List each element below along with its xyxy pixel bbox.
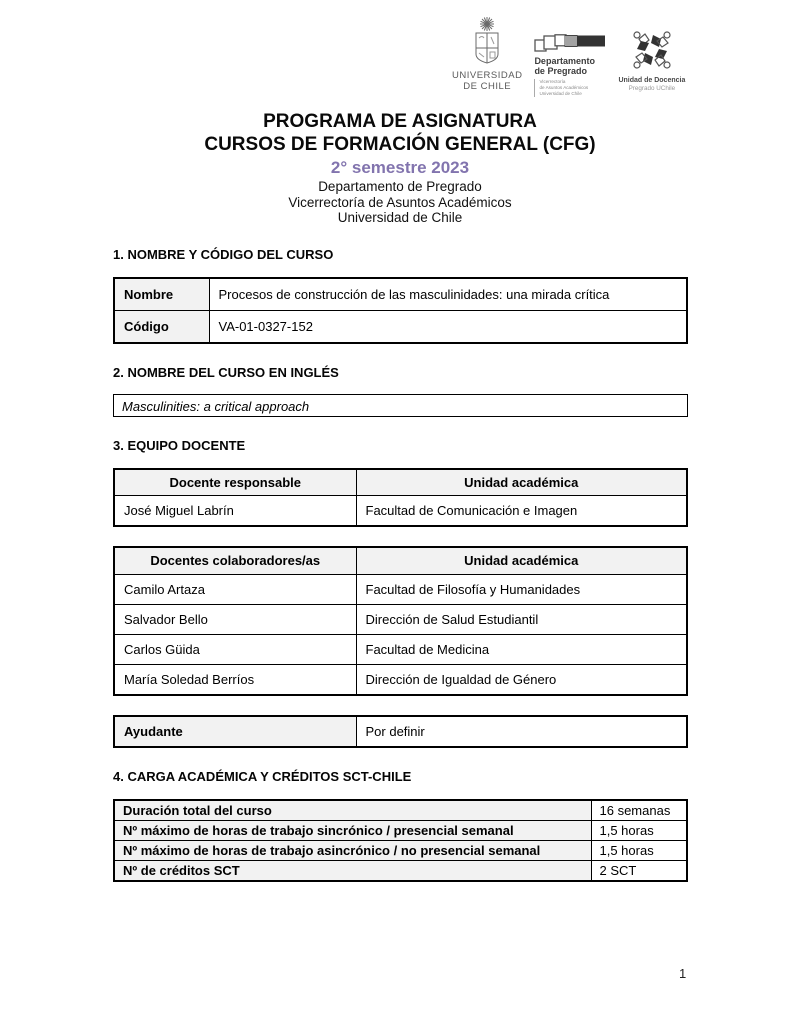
pregrado-logo-sub1: Vicerrectoría	[539, 79, 566, 84]
horas-asincronico-value-cell: 1,5 horas	[591, 840, 687, 860]
horas-sincronico-label-cell: Nº máximo de horas de trabajo sincrónico / presencial semanal	[114, 820, 591, 840]
colaboradores-col1-header: Docentes colaboradores/as	[114, 547, 356, 574]
nombre-label-cell: Nombre	[114, 278, 209, 311]
section-3-heading: 3. EQUIPO DOCENTE	[113, 437, 246, 453]
table-header-row	[114, 469, 687, 496]
uchile-logo-line1: UNIVERSIDAD	[452, 70, 523, 81]
table-row	[114, 634, 687, 664]
colaboradores-col2-header: Unidad académica	[356, 547, 687, 574]
ayudante-value-cell: Por definir	[356, 716, 687, 747]
colaborador-name-cell: Salvador Bello	[114, 604, 356, 634]
horas-sincronico-value-cell: 1,5 horas	[591, 820, 687, 840]
table-row	[114, 860, 687, 881]
section-2-heading: 2. NOMBRE DEL CURSO EN INGLÉS	[113, 364, 339, 380]
course-name-code-table	[113, 277, 688, 344]
table-row	[114, 496, 687, 527]
duracion-value-cell: 16 semanas	[591, 800, 687, 821]
document-content	[113, 247, 688, 882]
pregrado-logo-title1: Departamento	[534, 56, 595, 66]
section-1-heading: 1. NOMBRE Y CÓDIGO DEL CURSO	[113, 246, 334, 262]
colaborador-name-cell: María Soledad Berríos	[114, 664, 356, 695]
table-row	[114, 800, 687, 821]
title-sub3: Universidad de Chile	[337, 210, 463, 225]
document-title-line2: CURSOS DE FORMACIÓN GENERAL (CFG)	[204, 134, 596, 155]
table-row	[114, 716, 687, 747]
pregrado-logo-title2: de Pregrado	[534, 66, 587, 76]
table-row	[114, 840, 687, 860]
section-4-heading: 4. CARGA ACADÉMICA Y CRÉDITOS SCT-CHILE	[113, 768, 412, 784]
table-row	[114, 310, 687, 343]
uchile-crest-icon	[465, 16, 509, 68]
table-row	[114, 278, 687, 311]
colaborador-name-cell: Camilo Artaza	[114, 574, 356, 604]
table-row	[114, 604, 687, 634]
table-header-row	[114, 547, 687, 574]
docente-responsable-table	[113, 468, 688, 528]
colaborador-unit-cell: Dirección de Salud Estudiantil	[356, 604, 687, 634]
codigo-label-cell: Código	[114, 310, 209, 343]
pregrado-squares-icon	[534, 34, 606, 52]
table-row	[114, 664, 687, 695]
creditos-sct-value-cell: 2 SCT	[591, 860, 687, 881]
colaborador-unit-cell: Facultad de Filosofía y Humanidades	[356, 574, 687, 604]
responsable-col1-header: Docente responsable	[114, 469, 356, 496]
table-row	[114, 820, 687, 840]
english-name-box: Masculinities: a critical approach	[113, 394, 688, 417]
document-title-line1: PROGRAMA DE ASIGNATURA	[263, 111, 537, 132]
title-sub2: Vicerrectoría de Asuntos Académicos	[288, 194, 512, 210]
codigo-value-cell: VA-01-0327-152	[209, 310, 687, 343]
creditos-sct-label-cell: Nº de créditos SCT	[114, 860, 591, 881]
responsable-name-cell: José Miguel Labrín	[114, 496, 356, 527]
header-logo-strip	[452, 16, 685, 97]
unidad-docencia-logo	[618, 16, 685, 93]
title-sub1: Departamento de Pregrado	[318, 179, 482, 194]
departamento-pregrado-logo	[534, 16, 606, 97]
responsable-col2-header: Unidad académica	[356, 469, 687, 496]
carga-academica-table	[113, 799, 688, 882]
docencia-pinwheel-icon	[628, 26, 676, 74]
ayudante-label-cell: Ayudante	[114, 716, 356, 747]
table-row	[114, 574, 687, 604]
semester-line: 2° semestre 2023	[330, 158, 470, 177]
page-number: 1	[679, 966, 687, 981]
colaborador-unit-cell: Facultad de Medicina	[356, 634, 687, 664]
docencia-logo-title: Unidad de Docencia	[618, 77, 686, 84]
ayudante-table	[113, 715, 688, 748]
docentes-colaboradores-table	[113, 546, 688, 696]
responsable-unit-cell: Facultad de Comunicación e Imagen	[356, 496, 687, 527]
nombre-value-cell: Procesos de construcción de las masculinidades: una mirada crítica	[209, 278, 687, 311]
uchile-logo-line2: DE CHILE	[463, 81, 512, 92]
universidad-de-chile-logo	[452, 16, 522, 92]
horas-asincronico-label-cell: Nº máximo de horas de trabajo asincrónico / no presencial semanal	[114, 840, 591, 860]
colaborador-unit-cell: Dirección de Igualdad de Género	[356, 664, 687, 695]
pregrado-logo-sub3: Universidad de Chile	[539, 91, 582, 96]
docencia-logo-subtitle: Pregrado UChile	[628, 85, 676, 92]
pregrado-logo-sub2: de Asuntos Académicos	[539, 85, 589, 90]
duracion-label-cell: Duración total del curso	[114, 800, 591, 821]
colaborador-name-cell: Carlos Güida	[114, 634, 356, 664]
